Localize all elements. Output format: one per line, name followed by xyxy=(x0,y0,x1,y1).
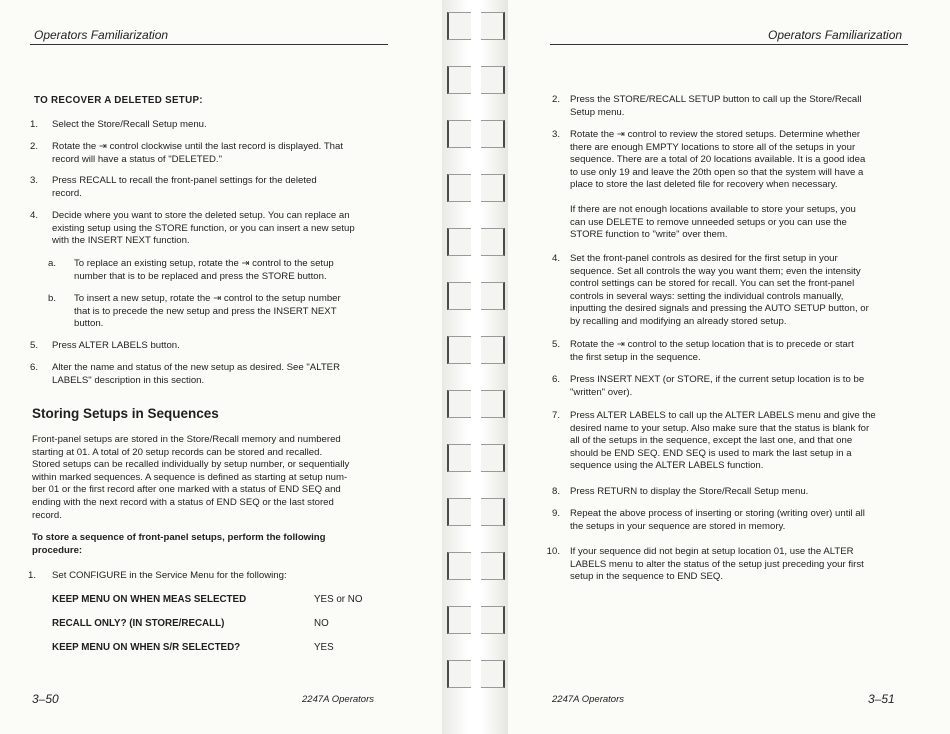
step-number: 2. xyxy=(29,141,38,152)
binding-ring-r xyxy=(481,606,505,634)
text-line: control settings can be stored for recall. You can set the front-panel xyxy=(570,278,855,290)
binding-ring-l xyxy=(447,12,471,40)
binding-ring-l xyxy=(447,552,471,580)
text-line: LABELS" description in this section. xyxy=(52,374,205,386)
text-line: button. xyxy=(74,318,104,330)
text-line: all of the setups in the sequence, except the last one, and that one xyxy=(570,435,853,447)
binding-ring-r xyxy=(481,660,505,688)
step-number: 5. xyxy=(29,340,38,351)
text-line: there are enough EMPTY locations to store all of the setups in your xyxy=(570,141,856,153)
step-number: 5. xyxy=(551,339,560,350)
text-line: desired name to your setup. Also make sure that the status is blank for xyxy=(570,422,870,434)
text-line: place to store the last deleted file for recovery when necessary. xyxy=(570,179,838,191)
text-line: by recalling and modifying an already stored setup. xyxy=(570,316,787,327)
paragraph-line: ending with the next record with a status of END SEQ or the last stored xyxy=(32,496,334,508)
text-line: sequence. There are a total of 20 locations available. It is a good idea xyxy=(570,154,866,166)
binding-ring-l xyxy=(447,66,471,94)
paragraph-line: starting at 01. A total of 20 setup records can be stored and recalled. xyxy=(32,446,323,458)
text-line: To replace an existing setup, rotate the ⇥ control to the setup xyxy=(74,258,334,269)
storing-sequences-paragraph xyxy=(32,434,392,522)
step-number: a. xyxy=(47,258,56,269)
text-line: sequence using the ALTER LABELS function. xyxy=(570,460,764,472)
config-label: KEEP MENU ON WHEN S/R SELECTED? xyxy=(52,642,241,653)
recover-section-title: TO RECOVER A DELETED SETUP: xyxy=(34,95,203,106)
step-number: 10. xyxy=(546,546,560,557)
binding-ring-r xyxy=(481,336,505,364)
paragraph-line: Front-panel setups are stored in the Store/Recall memory and numbered xyxy=(32,434,341,445)
text-line: the setups in your sequence are stored in memory. xyxy=(570,520,786,532)
text-line: Press the STORE/RECALL SETUP button to call up the Store/Recall xyxy=(570,94,862,105)
config-label: RECALL ONLY? (IN STORE/RECALL) xyxy=(52,618,225,629)
paragraph-line: record. xyxy=(32,509,62,521)
binding-ring-l xyxy=(447,282,471,310)
left-header-rule xyxy=(30,44,388,45)
step-number: 2. xyxy=(551,94,560,105)
text-line: Set the front-panel controls as desired for the first setup in your xyxy=(570,253,838,264)
binding-ring-r xyxy=(481,552,505,580)
text-line: Rotate the ⇥ control to the setup location that is to precede or start xyxy=(570,339,854,350)
text-line: To insert a new setup, rotate the ⇥ control to the setup number xyxy=(74,293,341,304)
binding-ring-r xyxy=(481,12,505,40)
text-line: to use only 19 and leave the 20th open so that the system will have a xyxy=(570,166,864,178)
paragraph-line: procedure: xyxy=(32,544,83,556)
right-header-rule xyxy=(550,44,908,45)
config-value: YES or NO xyxy=(314,594,363,605)
text-line: record will have a status of "DELETED." xyxy=(52,153,222,165)
text-line: that is to precede the new setup and press the INSERT NEXT xyxy=(74,305,337,317)
procedure-intro xyxy=(32,532,392,557)
config-value: NO xyxy=(314,618,329,629)
step-number: 1. xyxy=(29,119,38,130)
binding-ring-l xyxy=(447,444,471,472)
text-line: Setup menu. xyxy=(570,106,625,118)
binding-ring-r xyxy=(481,498,505,526)
text-line: If your sequence did not begin at setup location 01, use the ALTER xyxy=(570,546,854,557)
binding-ring-r xyxy=(481,444,505,472)
text-line: Press RECALL to recall the front-panel settings for the deleted xyxy=(52,175,317,186)
binding-ring-l xyxy=(447,606,471,634)
step-number: 3. xyxy=(551,129,560,140)
step-number: 3. xyxy=(29,175,38,186)
left-footer-title: 2247A Operators xyxy=(302,694,374,705)
text-line: number that is to be replaced and press the STORE button. xyxy=(74,270,327,282)
text-line: STORE function to "write" over them. xyxy=(570,229,728,241)
step-number: 9. xyxy=(551,508,560,519)
step-number: 6. xyxy=(29,362,38,373)
text-line: If there are not enough locations available to store your setups, you xyxy=(570,204,856,215)
step-text: Press RETURN to display the Store/Recall Setup menu. xyxy=(570,486,809,497)
binding-ring-r xyxy=(481,174,505,202)
step-text: Press ALTER LABELS button. xyxy=(52,340,180,351)
text-line: controls in several ways: setting the individual controls manually, xyxy=(570,290,844,302)
paragraph-line: To store a sequence of front-panel setups, perform the following xyxy=(32,532,326,543)
binding-ring-r xyxy=(481,282,505,310)
binding-ring-r xyxy=(481,228,505,256)
paragraph-line: within marked sequences. A sequence is defined as starting at setup num- xyxy=(32,471,348,483)
right-running-header: Operators Familiarization xyxy=(768,28,903,42)
right-page-number: 3–51 xyxy=(868,692,895,706)
text-line: Alter the name and status of the new setup as desired. See "ALTER xyxy=(52,362,341,373)
storing-sequences-heading: Storing Setups in Sequences xyxy=(32,406,219,421)
step-number: 7. xyxy=(551,410,560,421)
text-line: Press ALTER LABELS to call up the ALTER LABELS menu and give the xyxy=(570,410,876,421)
binding-ring-r xyxy=(481,390,505,418)
text-line: Press INSERT NEXT (or STORE, if the current setup location is to be xyxy=(570,374,865,385)
paragraph-line: ber 01 or the first record after one marked with a status of END SEQ and xyxy=(32,484,341,496)
text-line: with the INSERT NEXT function. xyxy=(52,235,190,247)
text-line: setup in the sequence to END SEQ. xyxy=(570,571,724,583)
cfg-step-number: 1. xyxy=(27,570,36,581)
text-line: existing setup using the STORE function, or you can insert a new setup xyxy=(52,222,355,234)
text-line: the first setup in the sequence. xyxy=(570,351,701,363)
text-line: Decide where you want to store the deleted setup. You can replace an xyxy=(52,210,350,221)
text-line: Rotate the ⇥ control to review the stored setups. Determine whether xyxy=(570,129,861,140)
binding-ring-l xyxy=(447,120,471,148)
binding-ring-l xyxy=(447,336,471,364)
text-line: should be END SEQ. END SEQ is used to mark the last setup in a xyxy=(570,447,852,459)
cfg-step-text: Set CONFIGURE in the Service Menu for the following: xyxy=(52,570,287,581)
right-footer-title: 2247A Operators xyxy=(552,694,624,705)
text-line: record. xyxy=(52,187,82,199)
left-page-number: 3–50 xyxy=(32,692,59,706)
text-line: can use DELETE to remove unneeded setups or you can use the xyxy=(570,216,847,228)
binding-ring-l xyxy=(447,390,471,418)
step-text: Select the Store/Recall Setup menu. xyxy=(52,119,207,130)
step-number: b. xyxy=(47,293,56,304)
text-line: Repeat the above process of inserting or storing (writing over) until all xyxy=(570,508,865,519)
binding-ring-r xyxy=(481,120,505,148)
text-line: sequence. Set all controls the way you want them; even the intensity xyxy=(570,265,861,277)
text-line: "written" over). xyxy=(570,386,633,398)
paragraph-line: Stored setups can be recalled individually by setup number, or sequentially xyxy=(32,459,350,471)
binding-ring-l xyxy=(447,498,471,526)
binding-ring-l xyxy=(447,228,471,256)
step-number: 6. xyxy=(551,374,560,385)
binding-ring-l xyxy=(447,174,471,202)
text-line: LABELS menu to alter the status of the setup just preceding your first xyxy=(570,558,864,570)
text-line: Rotate the ⇥ control clockwise until the last record is displayed. That xyxy=(52,141,344,152)
config-label: KEEP MENU ON WHEN MEAS SELECTED xyxy=(52,594,247,605)
step-number: 8. xyxy=(551,486,560,497)
step-number: 4. xyxy=(551,253,560,264)
text-line: inputting the desired signals and pressing the AUTO SETUP button, or xyxy=(570,303,869,315)
binding-ring-r xyxy=(481,66,505,94)
step-number: 4. xyxy=(29,210,38,221)
binding-ring-l xyxy=(447,660,471,688)
left-running-header: Operators Familiarization xyxy=(34,28,169,42)
config-value: YES xyxy=(314,642,334,653)
